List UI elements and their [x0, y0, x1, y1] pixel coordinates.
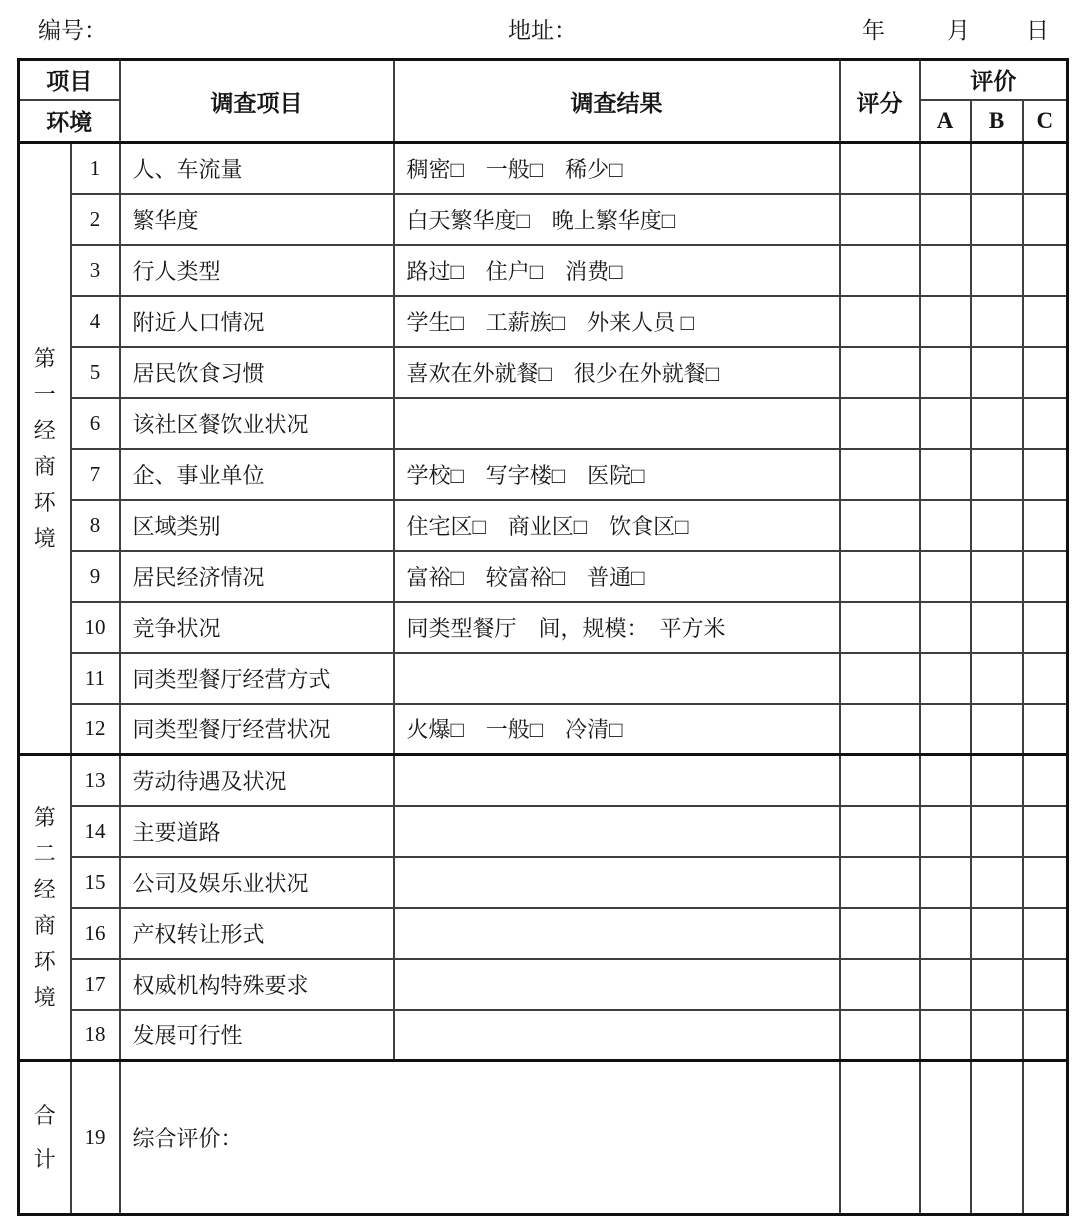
survey-item-cell: 居民经济情况: [120, 551, 394, 602]
eval-b-cell: [971, 1061, 1023, 1215]
eval-c-cell: [1023, 959, 1068, 1010]
eval-a-cell: [920, 1061, 971, 1215]
header-eval-c: C: [1023, 100, 1068, 143]
date-month-label: 月: [947, 18, 970, 43]
eval-a-cell: [920, 347, 971, 398]
header-eval-b: B: [971, 100, 1023, 143]
survey-result-cell: 住宅区□ 商业区□ 饮食区□: [394, 500, 840, 551]
table-row: [19, 347, 1068, 398]
row-number: 16: [71, 908, 120, 959]
row-number: 19: [71, 1061, 120, 1215]
table-row: [19, 1061, 1068, 1215]
eval-c-cell: [1023, 1010, 1068, 1061]
row-number: 3: [71, 245, 120, 296]
survey-item-cell: 产权转让形式: [120, 908, 394, 959]
table-row: [19, 908, 1068, 959]
eval-a-cell: [920, 194, 971, 245]
eval-c-cell: [1023, 653, 1068, 704]
table-row: [19, 806, 1068, 857]
eval-b-cell: [971, 449, 1023, 500]
eval-a-cell: [920, 1010, 971, 1061]
eval-a-cell: [920, 806, 971, 857]
survey-result-cell: [394, 959, 840, 1010]
group-label-text: 第一经商环境: [33, 345, 56, 551]
eval-b-cell: [971, 245, 1023, 296]
survey-item-cell: 同类型餐厅经营状况: [120, 704, 394, 755]
survey-result-cell: 富裕□ 较富裕□ 普通□: [394, 551, 840, 602]
survey-result-cell: [394, 653, 840, 704]
eval-c-cell: [1023, 806, 1068, 857]
row-number: 1: [71, 143, 120, 194]
survey-item-cell: 居民饮食习惯: [120, 347, 394, 398]
eval-a-cell: [920, 857, 971, 908]
score-cell: [840, 398, 920, 449]
eval-a-cell: [920, 245, 971, 296]
survey-result-cell: [394, 398, 840, 449]
survey-result-cell: 火爆□ 一般□ 冷清□: [394, 704, 840, 755]
row-number: 17: [71, 959, 120, 1010]
eval-a-cell: [920, 653, 971, 704]
survey-item-cell: 附近人口情况: [120, 296, 394, 347]
score-cell: [840, 449, 920, 500]
header-row-top: [19, 60, 1068, 100]
eval-c-cell: [1023, 857, 1068, 908]
survey-result-cell: [394, 755, 840, 806]
score-cell: [840, 653, 920, 704]
survey-item-cell: 公司及娱乐业状况: [120, 857, 394, 908]
survey-result-cell: 学校□ 写字楼□ 医院□: [394, 449, 840, 500]
eval-a-cell: [920, 908, 971, 959]
row-number: 7: [71, 449, 120, 500]
score-cell: [840, 500, 920, 551]
header-corner-environment: 环境: [19, 100, 120, 143]
date-year-label: 年: [862, 18, 885, 43]
survey-result-cell: [394, 1010, 840, 1061]
header-corner-item: 项目: [19, 60, 120, 100]
eval-c-cell: [1023, 143, 1068, 194]
eval-b-cell: [971, 806, 1023, 857]
table-row: [19, 143, 1068, 194]
table-row: [19, 755, 1068, 806]
row-number: 6: [71, 398, 120, 449]
eval-b-cell: [971, 908, 1023, 959]
row-number: 18: [71, 1010, 120, 1061]
eval-a-cell: [920, 500, 971, 551]
eval-c-cell: [1023, 551, 1068, 602]
eval-a-cell: [920, 398, 971, 449]
form-number-label: 编号：: [38, 18, 107, 43]
eval-a-cell: [920, 551, 971, 602]
survey-item-cell: 劳动待遇及状况: [120, 755, 394, 806]
survey-result-cell: [394, 908, 840, 959]
group-label-second-environment: [19, 755, 71, 1061]
eval-c-cell: [1023, 449, 1068, 500]
group-label-text: 合计: [33, 1102, 56, 1172]
score-cell: [840, 551, 920, 602]
row-number: 15: [71, 857, 120, 908]
group-label-total: [19, 1061, 71, 1215]
row-number: 4: [71, 296, 120, 347]
score-cell: [840, 1061, 920, 1215]
row-number: 14: [71, 806, 120, 857]
survey-item-cell: 企、事业单位: [120, 449, 394, 500]
header-col-evaluation: 评价: [920, 60, 1068, 100]
survey-item-cell: 区域类别: [120, 500, 394, 551]
eval-b-cell: [971, 347, 1023, 398]
eval-b-cell: [971, 602, 1023, 653]
survey-result-cell: 路过□ 住户□ 消费□: [394, 245, 840, 296]
eval-b-cell: [971, 551, 1023, 602]
survey-item-cell: 同类型餐厅经营方式: [120, 653, 394, 704]
score-cell: [840, 908, 920, 959]
score-cell: [840, 704, 920, 755]
form-header: [0, 0, 1080, 58]
score-cell: [840, 755, 920, 806]
eval-c-cell: [1023, 296, 1068, 347]
survey-result-cell: 学生□ 工薪族□ 外来人员 □: [394, 296, 840, 347]
eval-c-cell: [1023, 194, 1068, 245]
eval-b-cell: [971, 398, 1023, 449]
eval-b-cell: [971, 194, 1023, 245]
eval-b-cell: [971, 704, 1023, 755]
eval-c-cell: [1023, 1061, 1068, 1215]
form-address-label: 地址：: [508, 18, 577, 43]
eval-c-cell: [1023, 602, 1068, 653]
eval-b-cell: [971, 959, 1023, 1010]
table-row: [19, 245, 1068, 296]
eval-c-cell: [1023, 908, 1068, 959]
survey-result-cell: [394, 806, 840, 857]
table-row: [19, 500, 1068, 551]
row-number: 5: [71, 347, 120, 398]
survey-table: [17, 58, 1069, 1216]
score-cell: [840, 194, 920, 245]
table-row: [19, 857, 1068, 908]
survey-result-cell: 白天繁华度□ 晚上繁华度□: [394, 194, 840, 245]
score-cell: [840, 1010, 920, 1061]
eval-a-cell: [920, 959, 971, 1010]
survey-result-cell: 稠密□ 一般□ 稀少□: [394, 143, 840, 194]
overall-evaluation-cell: 综合评价：: [120, 1061, 840, 1215]
header-eval-a: A: [920, 100, 971, 143]
score-cell: [840, 806, 920, 857]
eval-c-cell: [1023, 755, 1068, 806]
eval-b-cell: [971, 143, 1023, 194]
survey-result-cell: 同类型餐厅 间，规模： 平方米: [394, 602, 840, 653]
survey-item-cell: 主要道路: [120, 806, 394, 857]
survey-item-cell: 繁华度: [120, 194, 394, 245]
header-col-survey-item: 调查项目: [120, 60, 394, 143]
row-number: 13: [71, 755, 120, 806]
survey-item-cell: 发展可行性: [120, 1010, 394, 1061]
survey-item-cell: 该社区餐饮业状况: [120, 398, 394, 449]
date-day-label: 日: [1026, 18, 1049, 43]
survey-item-cell: 竞争状况: [120, 602, 394, 653]
row-number: 10: [71, 602, 120, 653]
eval-a-cell: [920, 755, 971, 806]
score-cell: [840, 602, 920, 653]
table-row: [19, 194, 1068, 245]
survey-item-cell: 人、车流量: [120, 143, 394, 194]
table-row: [19, 551, 1068, 602]
survey-item-cell: 行人类型: [120, 245, 394, 296]
score-cell: [840, 296, 920, 347]
survey-result-cell: 喜欢在外就餐□ 很少在外就餐□: [394, 347, 840, 398]
table-row: [19, 296, 1068, 347]
group-label-first-environment: [19, 143, 71, 755]
row-number: 8: [71, 500, 120, 551]
row-number: 9: [71, 551, 120, 602]
table-row: [19, 398, 1068, 449]
eval-b-cell: [971, 755, 1023, 806]
survey-item-cell: 权威机构特殊要求: [120, 959, 394, 1010]
table-row: [19, 704, 1068, 755]
score-cell: [840, 959, 920, 1010]
table-row: [19, 1010, 1068, 1061]
eval-a-cell: [920, 449, 971, 500]
row-number: 11: [71, 653, 120, 704]
row-number: 2: [71, 194, 120, 245]
eval-b-cell: [971, 500, 1023, 551]
group-label-text: 第二经商环境: [33, 804, 56, 1010]
table-row: [19, 653, 1068, 704]
header-col-score: 评分: [840, 60, 920, 143]
score-cell: [840, 857, 920, 908]
eval-b-cell: [971, 857, 1023, 908]
survey-result-cell: [394, 857, 840, 908]
table-row: [19, 959, 1068, 1010]
eval-a-cell: [920, 296, 971, 347]
eval-c-cell: [1023, 500, 1068, 551]
table-row: [19, 449, 1068, 500]
eval-b-cell: [971, 653, 1023, 704]
eval-c-cell: [1023, 398, 1068, 449]
eval-c-cell: [1023, 245, 1068, 296]
row-number: 12: [71, 704, 120, 755]
score-cell: [840, 245, 920, 296]
eval-c-cell: [1023, 704, 1068, 755]
eval-b-cell: [971, 296, 1023, 347]
eval-a-cell: [920, 143, 971, 194]
eval-a-cell: [920, 602, 971, 653]
eval-c-cell: [1023, 347, 1068, 398]
eval-a-cell: [920, 704, 971, 755]
score-cell: [840, 347, 920, 398]
eval-b-cell: [971, 1010, 1023, 1061]
header-col-survey-result: 调查结果: [394, 60, 840, 143]
score-cell: [840, 143, 920, 194]
table-row: [19, 602, 1068, 653]
